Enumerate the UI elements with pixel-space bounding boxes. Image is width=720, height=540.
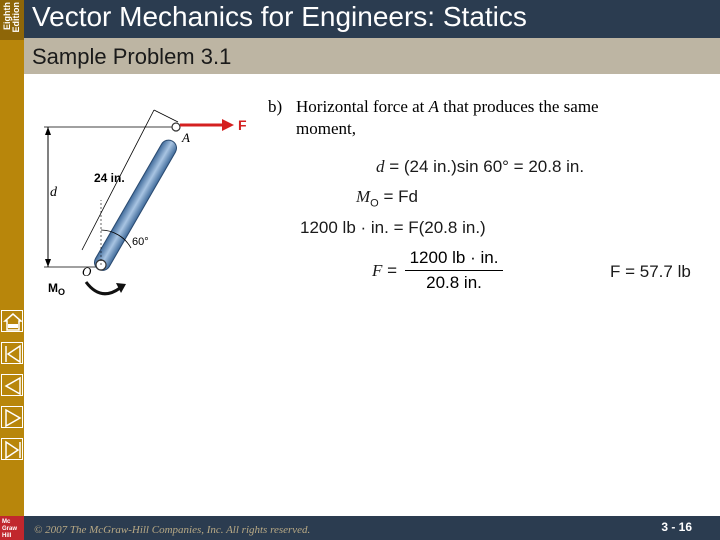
result: F = 57.7 lb [610,262,691,281]
eq2-lhs-main: M [356,187,371,206]
eq4-lhs: F [372,261,383,280]
point-a-pin [172,123,180,131]
statement-pre: Horizontal force at [296,97,429,116]
logo-line1: Mc [2,519,11,525]
moment-arrow [86,282,120,294]
eq3-lhs: 1200 lb · in. [300,218,389,237]
first-slide-icon [2,343,24,365]
eq4-denominator: 20.8 in. [405,270,503,293]
force-arrow-head [222,119,234,131]
slide-title: Sample Problem 3.1 [32,44,232,69]
length-label: 24 in. [94,171,125,185]
copyright-text: © 2007 The McGraw-Hill Companies, Inc. All rights reserved. [34,524,311,536]
force-label: F [238,117,247,133]
statement-line2: moment, [296,119,356,138]
point-o-label: O [82,264,92,279]
next-slide-button[interactable] [1,406,23,428]
eq4-numerator: 1200 lb · in. [409,248,499,267]
page-number: 3 - 16 [661,520,692,534]
equation-substitution [300,218,486,238]
home-icon [2,311,24,333]
moment-label-main: M [48,281,58,295]
lever-diagram [36,100,266,305]
publisher-logo [0,516,24,540]
previous-slide-button[interactable] [1,374,23,396]
statement-line1 [296,96,599,118]
moment-label-sub: O [58,287,66,297]
point-a-label: A [182,130,190,145]
footer-bar [24,516,720,540]
last-slide-button[interactable] [1,438,23,460]
title-bar [24,0,720,38]
part-label: b) [268,97,283,116]
eq1-lhs: d [376,157,385,176]
d-label: d [50,185,57,200]
length-extension [154,110,178,122]
eq2-lhs-sub: O [370,197,379,210]
statement-post: that produces the same [439,97,599,116]
eq1-rhs: = (24 in.)sin 60° = 20.8 in. [389,157,585,176]
subtitle-bar [24,38,720,74]
d-arrow-top [45,127,51,135]
first-slide-button[interactable] [1,342,23,364]
logo-line3: Hill [2,533,12,539]
last-slide-icon [2,439,24,461]
eq2-rhs: = Fd [383,187,418,206]
eq3-rhs: = F(20.8 in.) [393,218,486,237]
equation-d [376,157,584,177]
edition-line1: Eighth [2,2,12,30]
home-button[interactable] [1,310,23,332]
eq4-fraction [405,248,503,293]
moment-label [48,281,65,297]
eq4-lhs-wrap [372,261,397,281]
logo-line2: Graw [2,526,18,532]
eq4-equals: = [387,261,398,280]
previous-slide-icon [2,375,24,397]
next-slide-icon [2,407,24,429]
equation-moment [356,187,418,209]
book-title: Vector Mechanics for Engineers: Statics [32,1,527,32]
angle-label: 60° [132,236,149,248]
statement-var: A [428,97,440,116]
d-arrow-bottom [45,259,51,267]
edition-line2: Edition [11,2,21,33]
edition-badge [0,0,24,40]
